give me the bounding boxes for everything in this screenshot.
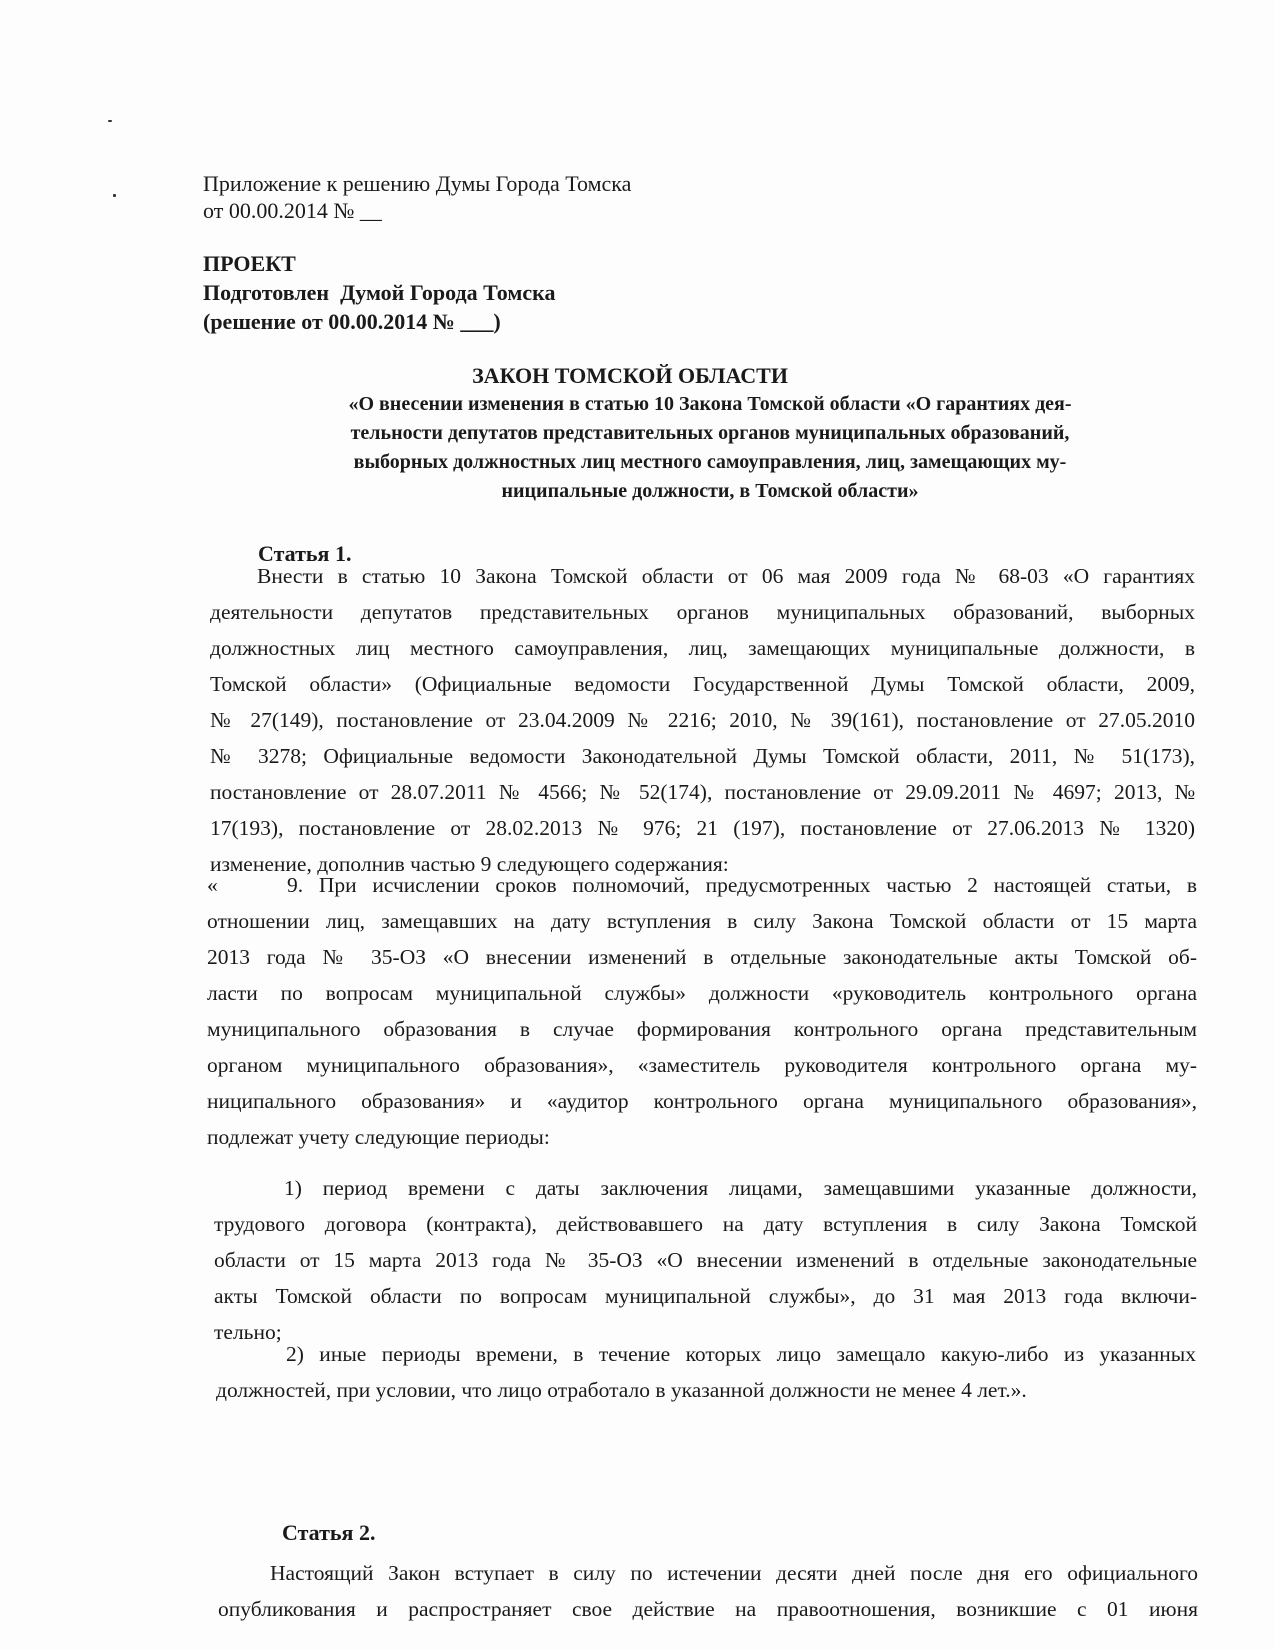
scan-speck (108, 120, 112, 122)
text-line (207, 867, 1197, 903)
annex-note (203, 170, 631, 224)
text-line: постановление от 28.07.2011 № 4566; № 52(174), постановление от 29.09.2011 № 4697; 2013, № (210, 780, 1195, 804)
article-2-heading: Статья 2. (282, 1520, 376, 1545)
decision-line: (решение от 00.00.2014 № ___) (203, 309, 501, 334)
subtitle-line: ниципальные должности, в Томской области» (501, 480, 919, 502)
law-subtitle (245, 390, 1175, 506)
text-line: 2013 года № 35-ОЗ «О внесении изменений в отдельные законодательные акты Томской об- (207, 945, 1197, 969)
text-line: муниципального образования в случае формирования контрольного органа представительным (207, 1017, 1197, 1041)
text-line: 1) период времени с даты заключения лицами, замещавшими указанные должности, (284, 1176, 1197, 1200)
text-line: деятельности депутатов представительных органов муниципальных образований, выборных (210, 600, 1195, 624)
article-1-paragraph (210, 558, 1195, 882)
text-line: акты Томской области по вопросам муниципальной службы», до 31 мая 2013 года включи- (214, 1284, 1197, 1308)
annex-date-line: от 00.00.2014 № __ (203, 198, 382, 223)
text-line: изменение, дополнив частью 9 следующего содержания: (210, 852, 729, 876)
text-line: подлежат учету следующие периоды: (207, 1125, 550, 1149)
item-2-paragraph (216, 1336, 1196, 1408)
part-9-first-line: 9. При исчислении сроков полномочий, предусмотренных частью 2 настоящей статьи, в (287, 873, 1197, 897)
text-line: должностных лиц местного самоуправления, лиц, замещающих муниципальные должности, в (210, 636, 1195, 660)
text-line: Внести в статью 10 Закона Томской области от 06 мая 2009 года № 68-03 «О гарантиях (257, 564, 1195, 588)
text-line: опубликования и распространяет свое действие на правоотношения, возникшие с 01 июня (218, 1597, 1198, 1621)
text-line: № 27(149), постановление от 23.04.2009 № 2216; 2010, № 39(161), постановление от 27.05.2010 (210, 708, 1195, 732)
quote-mark: « (207, 873, 218, 897)
article-2-paragraph (218, 1555, 1198, 1627)
article-1-heading: Статья 1. (258, 541, 352, 566)
subtitle-line: «О внесении изменения в статью 10 Закона Томской области «О гарантиях дея- (348, 393, 1072, 415)
text-line: тельно; (214, 1320, 282, 1344)
text-line: отношении лиц, замещавших на дату вступления в силу Закона Томской области от 15 марта (207, 909, 1197, 933)
text-line: органом муниципального образования», «заместитель руководителя контрольного органа му- (207, 1053, 1197, 1077)
annex-line: Приложение к решению Думы Города Томска (203, 171, 632, 196)
subtitle-line: тельности депутатов представительных органов муниципальных образований, (350, 422, 1070, 444)
text-line: ласти по вопросам муниципальной службы» должности «руководитель контрольного органа (207, 981, 1197, 1005)
prepared-by: Подготовлен Думой Города Томска (203, 280, 556, 305)
text-line: трудового договора (контракта), действовавшего на дату вступления в силу Закона Томской (214, 1212, 1197, 1236)
text-line: Настоящий Закон вступает в силу по истечении десяти дней после дня его официального (270, 1561, 1198, 1585)
part-9-paragraph (207, 867, 1197, 1155)
text-line: должностей, при условии, что лицо отработало в указанной должности не менее 4 лет.». (216, 1378, 1027, 1402)
text-line: области от 15 марта 2013 года № 35-ОЗ «О внесении изменений в отдельные законодательные (214, 1248, 1197, 1272)
project-block (203, 249, 555, 336)
subtitle-line: выборных должностных лиц местного самоуправления, лиц, замещающих му- (353, 451, 1067, 473)
law-title: ЗАКОН ТОМСКОЙ ОБЛАСТИ (472, 363, 788, 388)
text-line: 17(193), постановление от 28.02.2013 № 976; 21 (197), постановление от 27.06.2013 № 1320) (210, 816, 1195, 840)
text-line: ниципального образования» и «аудитор контрольного органа муниципального образования», (207, 1089, 1197, 1113)
scan-speck (113, 194, 116, 197)
text-line: Томской области» (Официальные ведомости Государственной Думы Томской области, 2009, (210, 672, 1195, 696)
item-1-paragraph (214, 1170, 1197, 1350)
text-line: № 3278; Официальные ведомости Законодательной Думы Томской области, 2011, № 51(173), (210, 744, 1195, 768)
project-label: ПРОЕКТ (203, 251, 296, 276)
text-line: 2) иные периоды времени, в течение которых лицо замещало какую-либо из указанных (286, 1342, 1196, 1366)
